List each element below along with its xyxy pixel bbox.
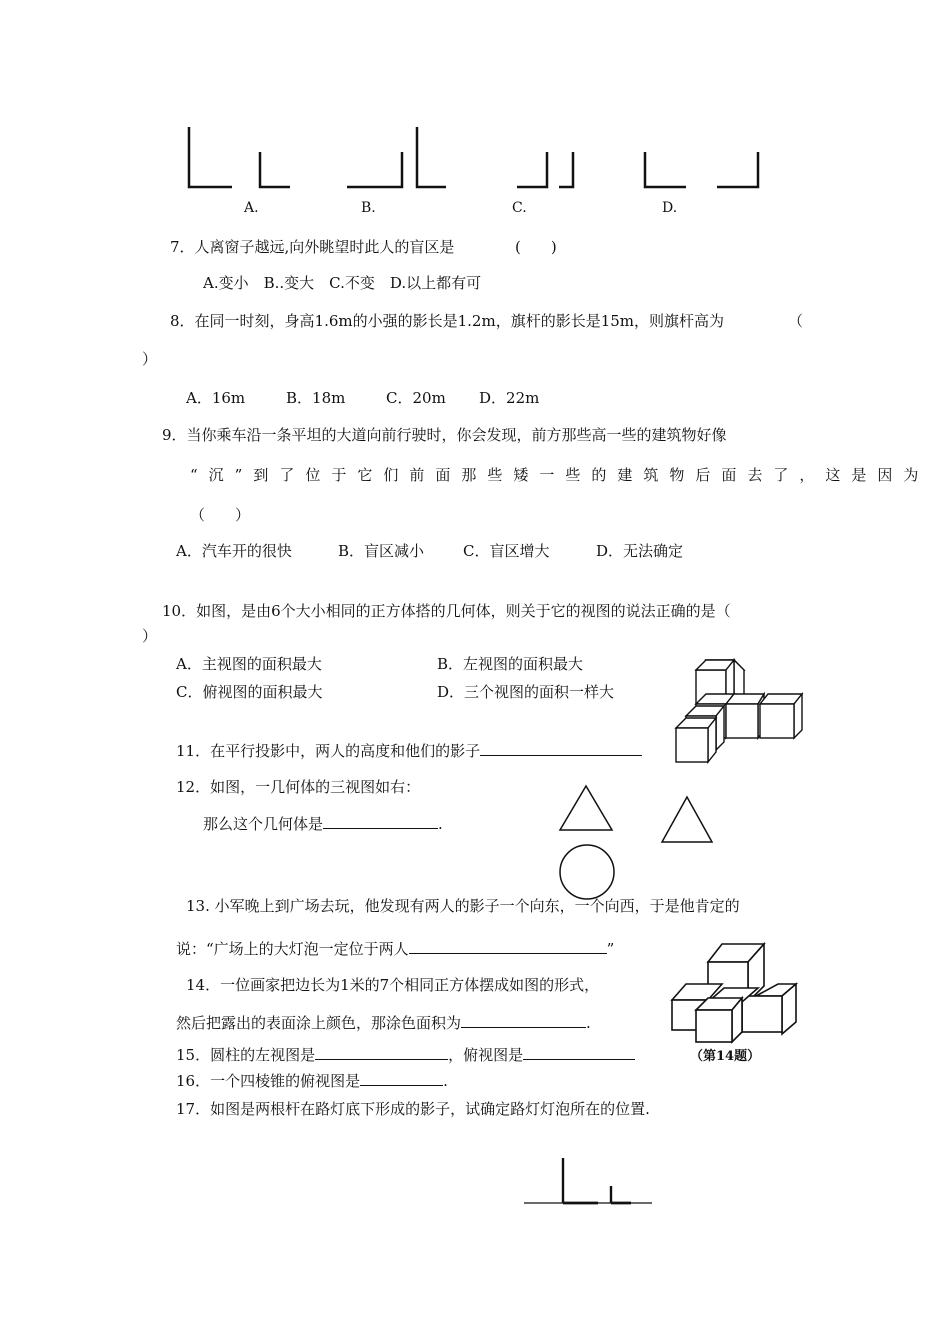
q6-a-short-pole — [260, 152, 290, 187]
q6-a-tall-pole — [189, 127, 232, 187]
q10-option-d: D．三个视图的面积一样大 — [437, 683, 615, 701]
q12-line-2 — [203, 812, 443, 834]
q12-answer-blank[interactable] — [323, 812, 438, 829]
q6-option-c: C. — [512, 200, 527, 216]
q10-option-a: A．主视图的面积最大 — [176, 655, 322, 673]
q13-answer-blank[interactable] — [409, 937, 607, 954]
q12-end: . — [438, 815, 443, 833]
q6-option-d: D. — [662, 200, 678, 216]
q6-b-short-pole — [347, 152, 402, 187]
q15-line — [176, 1043, 635, 1065]
q17-stem: 17．如图是两根杆在路灯底下形成的影子，试确定路灯灯泡所在的位置. — [176, 1100, 650, 1118]
q10-stem: 10．如图，是由6个大小相同的正方体搭的几何体，则关于它的视图的说法正确的是（ — [162, 602, 731, 620]
q8-paren-open: （ — [788, 312, 804, 330]
q9-option-b: B．盲区减小 — [338, 542, 425, 560]
q13-end: ” — [606, 940, 615, 958]
q8-option-d: D．22m — [479, 389, 540, 407]
q12-side-view-triangle — [662, 797, 712, 842]
q9-line-1: 9．当你乘车沿一条平坦的大道向前行驶时，你会发现，前方那些高一些的建筑物好像 — [162, 426, 727, 444]
q14-cube-back-right — [742, 984, 796, 1034]
q8-stem: 8．在同一时刻，身高1.6m的小强的影长是1.2m，旗杆的影长是15m，则旗杆高为 — [170, 312, 725, 330]
q10-option-c: C．俯视图的面积最大 — [176, 683, 323, 701]
q6-d-pole-1 — [645, 152, 686, 187]
q15-top-view-blank[interactable] — [523, 1043, 635, 1060]
q14-answer-blank[interactable] — [461, 1011, 586, 1028]
q7-answer-paren: ( ) — [515, 238, 557, 256]
q9-option-a: A．汽车开的很快 — [176, 542, 292, 560]
q15-mid: ，俯视图是 — [448, 1046, 524, 1064]
q8-option-a: A．16m — [186, 389, 246, 407]
q6-c-pole-1 — [517, 152, 547, 187]
q8-option-c: C．20m — [386, 389, 446, 407]
q8-paren-close: ） — [142, 350, 158, 368]
q13-line-2-text: 说：“广场上的大灯泡一定位于两人 — [176, 940, 409, 958]
q7-options: A.变小 B..变大 C.不变 D.以上都有可 — [203, 274, 482, 292]
q10-cube-mid — [686, 706, 724, 750]
q16-stem: 16．一个四棱锥的俯视图是 — [176, 1072, 361, 1090]
q12-front-view-triangle — [560, 786, 612, 830]
q15-left-view-blank[interactable] — [315, 1043, 448, 1060]
q6-b-tall-pole — [417, 127, 446, 187]
q11-answer-blank[interactable] — [480, 739, 642, 756]
q10-cube-front — [676, 718, 716, 762]
q14-line-2 — [176, 1011, 591, 1033]
q16-line — [176, 1069, 448, 1091]
q14-cube-back-left — [672, 984, 722, 1030]
q7-stem: 7．人离窗子越远,向外眺望时此人的盲区是 — [170, 238, 455, 256]
q9-answer-paren: （ ） — [190, 506, 251, 524]
q9-option-d: D．无法确定 — [596, 542, 684, 560]
q14-line-1: 14．一位画家把边长为1米的7个相同正方体摆成如图的形式， — [186, 976, 600, 994]
q6-option-b: B. — [361, 200, 376, 216]
q14-figure-caption: （第14题） — [690, 1049, 761, 1064]
q15-stem: 15．圆柱的左视图是 — [176, 1046, 316, 1064]
q12-top-view-circle — [560, 845, 614, 899]
q9-line-2: “沉”到了位于它们前面那些矮一些的建筑物后面去了，这是因为 — [190, 466, 930, 484]
q6-d-pole-2 — [717, 152, 758, 187]
q10-cube-back-left — [696, 694, 734, 738]
q16-answer-blank[interactable] — [360, 1069, 443, 1086]
q10-cube-right-1 — [726, 694, 764, 738]
q14-cube-front — [696, 998, 742, 1042]
q10-option-b: B．左视图的面积最大 — [437, 655, 584, 673]
q14-cube-center — [708, 988, 758, 1032]
q11-stem — [176, 739, 642, 761]
q6-option-a: A. — [244, 200, 259, 216]
q14-line-2-text: 然后把露出的表面涂上颜色，那涂色面积为 — [176, 1014, 462, 1032]
q6-c-pole-2 — [559, 152, 573, 187]
q14-cube-top — [708, 944, 764, 1002]
q10-cube-right-2 — [760, 694, 802, 738]
q16-end: . — [443, 1072, 448, 1090]
q10-paren-close: ） — [142, 627, 158, 645]
q14-end: . — [586, 1014, 591, 1032]
q12-line-1: 12．如图，一几何体的三视图如右： — [176, 778, 421, 796]
q12-line-2-text: 那么这个几何体是 — [203, 815, 324, 833]
q6-figures — [0, 0, 950, 200]
q11-stem-text: 11．在平行投影中，两人的高度和他们的影子 — [176, 742, 481, 760]
q13-line-2 — [176, 937, 614, 959]
q8-option-b: B．18m — [286, 389, 346, 407]
q9-option-c: C．盲区增大 — [463, 542, 550, 560]
q10-cube-top — [696, 660, 744, 704]
q13-line-1: 13. 小军晚上到广场去玩，他发现有两人的影子一个向东，一个向西，于是他肯定的 — [186, 897, 740, 915]
